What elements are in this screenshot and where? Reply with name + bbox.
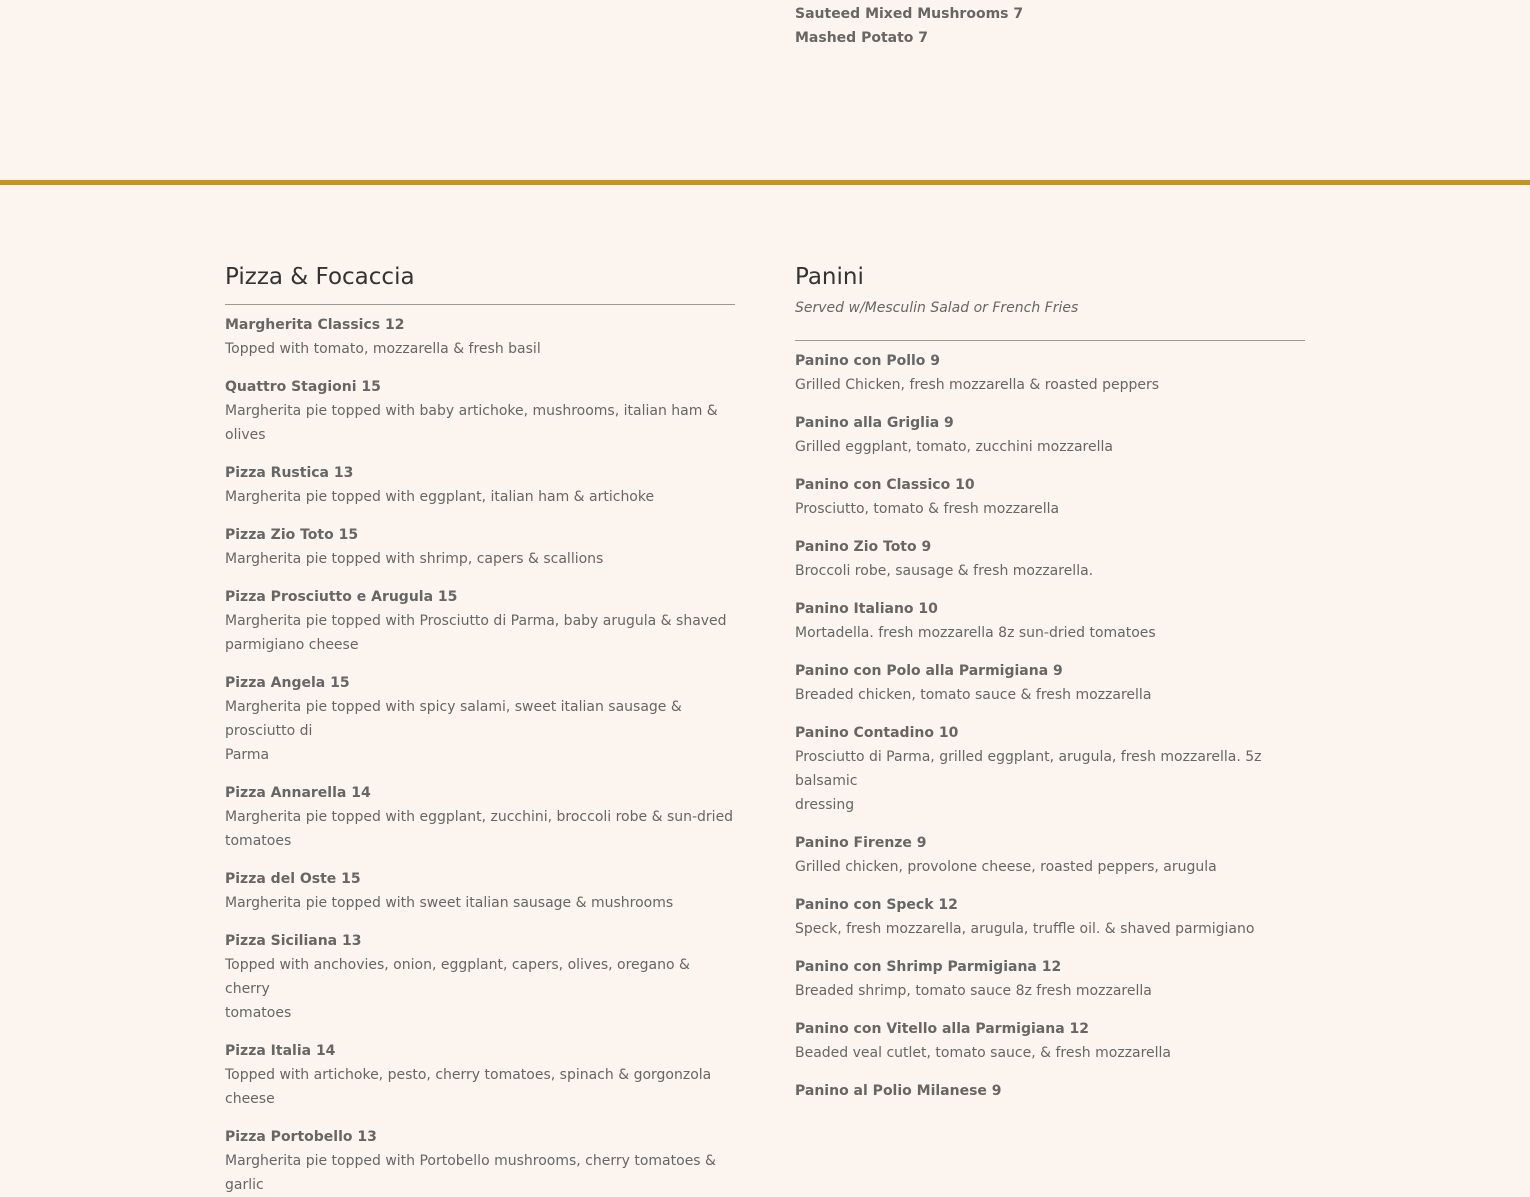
item-description: Parma <box>225 747 270 763</box>
menu-item <box>795 473 1305 521</box>
sides-list <box>795 2 1305 50</box>
item-description: Broccoli robe, sausage & fresh mozzarella. <box>795 563 1094 579</box>
item-description: Margherita pie topped with spicy salami, sweet italian sausage & prosciutto di <box>225 699 682 739</box>
spacer <box>225 509 735 523</box>
spacer <box>225 1025 735 1039</box>
item-description: Prosciutto di Parma, grilled eggplant, arugula, fresh mozzarella. 5z balsamic <box>795 749 1262 789</box>
spacer <box>225 1111 735 1125</box>
section-title: Pizza & Focaccia <box>225 264 415 290</box>
item-name: Mashed Potato 7 <box>795 30 929 46</box>
spacer <box>795 707 1305 721</box>
spacer <box>225 853 735 867</box>
panini-section <box>795 260 1305 1103</box>
item-name: Pizza del Oste 15 <box>225 871 361 887</box>
menu-list <box>795 349 1305 1103</box>
item-name: Panino con Polo alla Parmigiana 9 <box>795 663 1063 679</box>
menu-item <box>225 929 735 1025</box>
item-name: Pizza Rustica 13 <box>225 465 354 481</box>
item-name: Pizza Prosciutto e Arugula 15 <box>225 589 458 605</box>
item-name: Pizza Siciliana 13 <box>225 933 362 949</box>
item-description: Margherita pie topped with sweet italian sausage & mushrooms <box>225 895 674 911</box>
item-description: Grilled Chicken, fresh mozzarella & roasted peppers <box>795 377 1160 393</box>
menu-item <box>795 349 1305 397</box>
item-name: Panino Italiano 10 <box>795 601 938 617</box>
menu-item <box>795 721 1305 817</box>
item-description: Beaded veal cutlet, tomato sauce, & fresh mozzarella <box>795 1045 1172 1061</box>
spacer <box>225 447 735 461</box>
item-description: dressing <box>795 797 855 813</box>
menu-item <box>795 411 1305 459</box>
item-name: Panino Contadino 10 <box>795 725 959 741</box>
item-description: Margherita pie topped with Portobello mushrooms, cherry tomatoes & garlic <box>225 1153 716 1193</box>
item-name: Panino al Polio Milanese 9 <box>795 1083 1002 1099</box>
spacer <box>795 1065 1305 1079</box>
item-description: tomatoes <box>225 1005 292 1021</box>
item-name: Panino con Shrimp Parmigiana 12 <box>795 959 1062 975</box>
item-description: tomatoes <box>225 833 292 849</box>
item-description: Topped with artichoke, pesto, cherry tomatoes, spinach & gorgonzola cheese <box>225 1067 712 1107</box>
item-name: Pizza Angela 15 <box>225 675 350 691</box>
menu-item <box>795 659 1305 707</box>
section-subtitle: Served w/Mesculin Salad or French Fries <box>795 300 1079 316</box>
spacer <box>795 879 1305 893</box>
item-description: Margherita pie topped with eggplant, zucchini, broccoli robe & sun-dried <box>225 809 734 825</box>
spacer <box>795 521 1305 535</box>
item-name: Sauteed Mixed Mushrooms 7 <box>795 6 1024 22</box>
menu-item <box>795 893 1305 941</box>
menu-item <box>225 1039 735 1111</box>
item-description: Grilled eggplant, tomato, zucchini mozzarella <box>795 439 1113 455</box>
menu-item <box>795 597 1305 645</box>
menu-item <box>225 1125 735 1197</box>
menu-item <box>795 1017 1305 1065</box>
item-name: Quattro Stagioni 15 <box>225 379 381 395</box>
item-description: Prosciutto, tomato & fresh mozzarella <box>795 501 1060 517</box>
item-description: Grilled chicken, provolone cheese, roasted peppers, arugula <box>795 859 1217 875</box>
item-name: Pizza Portobello 13 <box>225 1129 377 1145</box>
pizza-section <box>225 260 735 1197</box>
menu-item <box>795 955 1305 1003</box>
item-name: Pizza Annarella 14 <box>225 785 371 801</box>
item-description: Margherita pie topped with eggplant, italian ham & artichoke <box>225 489 655 505</box>
item-name: Panino Zio Toto 9 <box>795 539 932 555</box>
spacer <box>795 817 1305 831</box>
item-description: Breaded shrimp, tomato sauce 8z fresh mozzarella <box>795 983 1152 999</box>
spacer <box>225 571 735 585</box>
spacer <box>225 767 735 781</box>
spacer <box>795 397 1305 411</box>
spacer <box>795 941 1305 955</box>
spacer <box>225 915 735 929</box>
menu-item <box>795 535 1305 583</box>
item-name: Panino alla Griglia 9 <box>795 415 954 431</box>
list-item <box>795 2 1305 26</box>
item-description: Topped with tomato, mozzarella & fresh basil <box>225 341 541 357</box>
item-name: Pizza Italia 14 <box>225 1043 336 1059</box>
menu-item <box>225 523 735 571</box>
menu-item <box>225 671 735 767</box>
item-name: Panino con Pollo 9 <box>795 353 941 369</box>
spacer <box>225 361 735 375</box>
item-name: Panino con Speck 12 <box>795 897 958 913</box>
item-description: Margherita pie topped with Prosciutto di Parma, baby arugula & shaved <box>225 613 727 629</box>
item-description: Topped with anchovies, onion, eggplant, capers, olives, oregano & cherry <box>225 957 690 997</box>
spacer <box>795 1003 1305 1017</box>
menu-item <box>225 461 735 509</box>
item-name: Panino con Vitello alla Parmigiana 12 <box>795 1021 1090 1037</box>
list-item <box>795 26 1305 50</box>
item-description: Mortadella. fresh mozzarella 8z sun-dried tomatoes <box>795 625 1156 641</box>
menu-item <box>225 585 735 657</box>
item-name: Panino con Classico 10 <box>795 477 975 493</box>
item-description: Speck, fresh mozzarella, arugula, truffle oil. & shaved parmigiano <box>795 921 1255 937</box>
item-name: Panino Firenze 9 <box>795 835 927 851</box>
menu-item <box>225 867 735 915</box>
item-description: Breaded chicken, tomato sauce & fresh mozzarella <box>795 687 1152 703</box>
item-description: parmigiano cheese <box>225 637 359 653</box>
item-description: Margherita pie topped with baby artichoke, mushrooms, italian ham & olives <box>225 403 718 443</box>
section-title: Panini <box>795 264 864 290</box>
menu-item <box>225 781 735 853</box>
spacer <box>795 459 1305 473</box>
item-description: Margherita pie topped with shrimp, capers & scallions <box>225 551 604 567</box>
divider <box>225 304 735 305</box>
menu-item <box>795 831 1305 879</box>
menu-item <box>225 375 735 447</box>
menu-item <box>795 1079 1305 1103</box>
menu-list <box>225 313 735 1197</box>
spacer <box>795 583 1305 597</box>
menu-item <box>225 313 735 361</box>
item-name: Pizza Zio Toto 15 <box>225 527 359 543</box>
spacer <box>795 645 1305 659</box>
divider <box>795 340 1305 341</box>
item-name: Margherita Classics 12 <box>225 317 405 333</box>
section-divider <box>0 180 1530 185</box>
spacer <box>225 657 735 671</box>
